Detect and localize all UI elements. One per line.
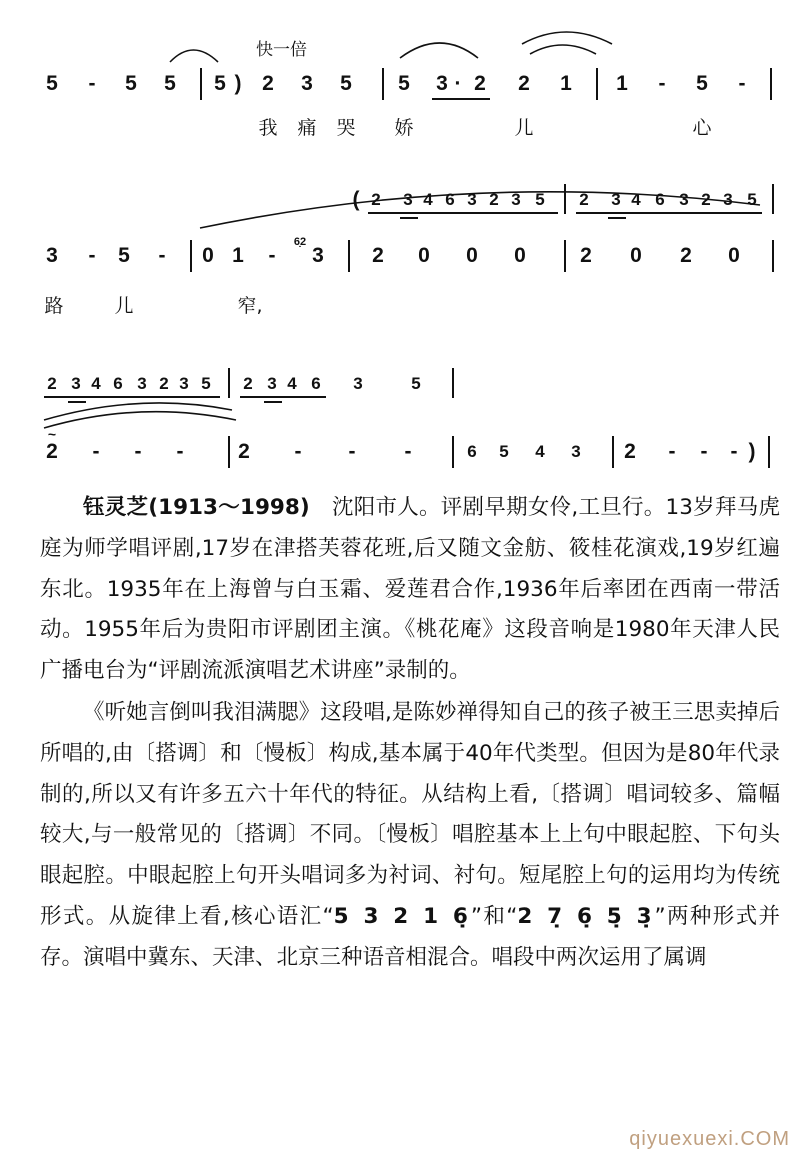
- underline: [576, 212, 762, 214]
- note: 3: [179, 374, 189, 393]
- score-row-3: [0, 426, 810, 480]
- tempo-mark: 快一倍: [256, 40, 307, 60]
- note: 2: [46, 440, 58, 463]
- note: -: [348, 440, 356, 463]
- note: 4: [631, 190, 641, 209]
- note: 2: [680, 244, 692, 267]
- note: 0: [728, 244, 740, 267]
- note: 2: [47, 374, 57, 393]
- barline: [348, 240, 350, 272]
- note: -: [658, 72, 666, 95]
- note: 1: [560, 72, 572, 95]
- barline: [452, 436, 454, 468]
- lyric: 我: [258, 117, 278, 139]
- note: 2: [518, 72, 530, 95]
- paren: (: [352, 188, 360, 211]
- note: 3: [353, 374, 363, 393]
- note: -: [134, 440, 142, 463]
- paragraph-2-text-b: ”和“: [470, 903, 518, 929]
- barline: [452, 368, 454, 398]
- barline: [768, 436, 770, 468]
- paragraph-1: [40, 488, 780, 692]
- note: 2: [701, 190, 711, 209]
- note: -: [88, 244, 96, 267]
- note: 4: [91, 374, 101, 393]
- note: 5: [411, 374, 421, 393]
- note: -: [738, 72, 746, 95]
- note: -: [294, 440, 302, 463]
- note: 0: [514, 244, 526, 267]
- barline: [200, 68, 202, 100]
- underline: [44, 396, 220, 398]
- score-row-2-upper: [0, 188, 810, 228]
- note: 5: [118, 244, 130, 267]
- note: -: [668, 440, 676, 463]
- note: 5: [46, 72, 58, 95]
- underline: [400, 217, 418, 219]
- artist-name: 钰灵芝(1913～1998): [83, 495, 310, 520]
- note: 2: [238, 440, 250, 463]
- note: -: [730, 440, 738, 463]
- note: 2: [262, 72, 274, 95]
- underline: [608, 217, 626, 219]
- note: 2: [579, 190, 589, 209]
- note: 3: [312, 244, 324, 267]
- note: 3: [723, 190, 733, 209]
- note: 3: [46, 244, 58, 267]
- note: 0: [466, 244, 478, 267]
- note: 5: [499, 442, 509, 461]
- barline: [564, 240, 566, 272]
- note: 5: [125, 72, 137, 95]
- note: 0: [202, 244, 214, 267]
- note: 6: [655, 190, 665, 209]
- underline: [368, 212, 558, 214]
- note: 3: [511, 190, 521, 209]
- note: 3: [467, 190, 477, 209]
- barline: [612, 436, 614, 468]
- note: 3: [571, 442, 581, 461]
- note: 5: [696, 72, 708, 95]
- barline: [772, 184, 774, 214]
- note: 2: [243, 374, 253, 393]
- barline: [190, 240, 192, 272]
- note: -: [88, 72, 96, 95]
- barline: [228, 436, 230, 468]
- note: 6: [113, 374, 123, 393]
- note: -: [700, 440, 708, 463]
- note: 2: [624, 440, 636, 463]
- note: 3: [403, 190, 413, 209]
- note: 3: [137, 374, 147, 393]
- note: -: [268, 244, 276, 267]
- barline: [770, 68, 772, 100]
- barline: [382, 68, 384, 100]
- underline: [432, 98, 490, 100]
- note: 3: [436, 72, 448, 95]
- note: 5: [340, 72, 352, 95]
- note: 2: [580, 244, 592, 267]
- note: 2: [371, 190, 381, 209]
- barline: [564, 184, 566, 214]
- note: -: [92, 440, 100, 463]
- note: 6: [467, 442, 477, 461]
- grace-mark: ~: [47, 426, 57, 442]
- note: 2: [474, 72, 486, 95]
- note: -: [158, 244, 166, 267]
- barline: [772, 240, 774, 272]
- underline: [240, 396, 326, 398]
- note: -: [176, 440, 184, 463]
- note: 4: [423, 190, 433, 209]
- note: 5: [214, 72, 226, 95]
- lyric: 路: [44, 295, 64, 317]
- lyric: 儿: [514, 117, 534, 139]
- note: 0: [630, 244, 642, 267]
- note: 3: [611, 190, 621, 209]
- note: 2: [372, 244, 384, 267]
- note: -: [404, 440, 412, 463]
- lyric: 心: [692, 117, 712, 139]
- note: 1: [616, 72, 628, 95]
- grace-note: 6̣2: [293, 236, 307, 248]
- note: 3: [71, 374, 81, 393]
- paragraph-2: [40, 693, 780, 979]
- article-body: [40, 488, 780, 979]
- barline: [596, 68, 598, 100]
- note: 5: [398, 72, 410, 95]
- motif-1: 5 3 2 1 6̣: [333, 903, 471, 929]
- underline: [264, 401, 282, 403]
- note: 2: [159, 374, 169, 393]
- note: 6: [311, 374, 321, 393]
- paren: ): [748, 440, 756, 463]
- note: 2: [489, 190, 499, 209]
- paragraph-2-text-a: 《听她言倒叫我泪满腮》这段唱,是陈妙禅得知自己的孩子被王三思卖掉后所唱的,由〔搭调〕和〔慢板〕构成,基本属于40年代类型。但因为是80年代录制的,所以又有许多五六十年代的特征。从结构上看,〔搭调〕唱词较多、篇幅较大,与一般常见的〔搭调〕不同。〔慢板〕唱腔基本上上句中眼起腔、下句头眼起腔。中眼起腔上句开头唱词多为衬词、衬句。短尾腔上句的运用均为传统形式。从旋律上看,核心语汇“: [40, 699, 780, 929]
- score-row-2: [0, 236, 810, 284]
- score-row-1: [0, 72, 810, 112]
- note: 6: [445, 190, 455, 209]
- paragraph-2-text-c: ”两种形式并存。演唱中冀东、天津、北京三种语音相混合。唱段中两次运用了属调: [40, 903, 780, 970]
- paren: ): [234, 72, 242, 95]
- lyric: 娇: [394, 117, 414, 139]
- motif-2: 2 7̣ 6̣ 5̣ 3̣: [517, 903, 655, 929]
- note: 3: [679, 190, 689, 209]
- note: 5: [164, 72, 176, 95]
- note: 5: [201, 374, 211, 393]
- note: 1: [232, 244, 244, 267]
- note: 0: [418, 244, 430, 267]
- underline: [68, 401, 86, 403]
- note: 3: [301, 72, 313, 95]
- dot: ·: [454, 72, 462, 95]
- score-row-3-upper: [0, 372, 810, 412]
- paragraph-1-text: 沈阳市人。评剧早期女伶,工旦行。13岁拜马虎庭为师学唱评剧,17岁在津搭芙蓉花班,后又随文金舫、筱桂花演戏,19岁红遍东北。1935年在上海曾与白玉霜、爱莲君合作,1936年后率团在西南一带活动。1955年后为贵阳市评剧团主演。《桃花庵》这段音响是1980年天津人民广播电台为“评剧流派演唱艺术讲座”录制的。: [40, 495, 780, 684]
- lyric: 哭: [336, 117, 356, 139]
- note: 5: [535, 190, 545, 209]
- barline: [228, 368, 230, 398]
- lyric: 窄,: [237, 295, 263, 317]
- note: 4: [535, 442, 545, 461]
- watermark: qiyuexuexi.COM: [629, 1128, 790, 1150]
- lyric: 儿: [114, 295, 134, 317]
- note: 5: [747, 190, 757, 209]
- note: 4: [287, 374, 297, 393]
- note: 3: [267, 374, 277, 393]
- lyric: 痛: [297, 117, 317, 139]
